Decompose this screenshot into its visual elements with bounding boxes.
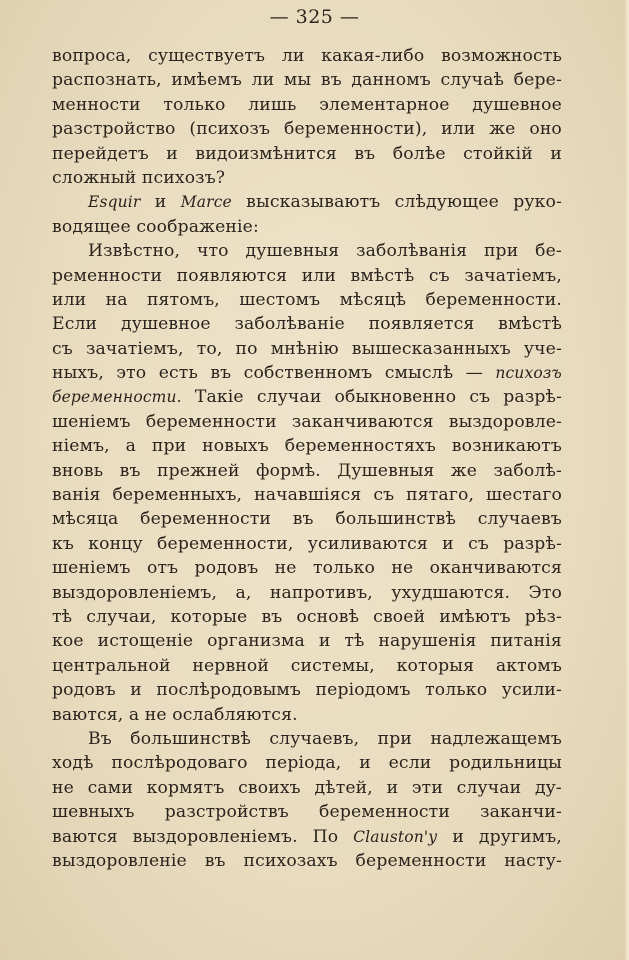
word: мнѣнію [270,338,339,359]
word: рѣз- [524,606,562,627]
word: тѣ [344,631,365,652]
word: выздоровленіемъ, [52,582,218,603]
word: съ [373,485,395,506]
word: перейдетъ [52,143,149,164]
word: не [391,558,414,579]
word: появляется [368,314,475,335]
word: ходѣ [52,753,94,774]
text-line [52,556,562,580]
word: не [144,704,167,725]
word: беременности [319,802,450,823]
word: пятаго, [406,485,475,506]
word: въ [354,143,376,164]
italic-word: Marce [180,193,232,212]
word: беременностяхъ [284,436,436,457]
word: лишь [248,94,297,115]
text-line [52,68,562,92]
word: вышесказанныхъ [351,338,511,359]
page-edge [625,0,629,960]
text-line [52,507,562,531]
word: нарушенія [378,631,477,652]
word: и [550,143,562,164]
word: ваются, [52,704,124,725]
word: (психозъ [189,119,271,140]
word: съ [428,265,450,286]
word: беременности [140,509,271,530]
word: питанія [490,631,562,652]
word: отъ [146,558,179,579]
text-line [52,849,562,873]
word: случаи, [86,606,157,627]
word: при [151,436,187,457]
word: слѣдующее [394,192,499,213]
word: которыя [396,655,475,676]
word: Извѣстно, [88,241,181,262]
word: распознать, [52,70,162,91]
word: возможность [441,46,562,66]
word: если [388,753,432,774]
word: по [235,338,258,359]
word: большинствѣ [335,509,457,530]
word: разстройство [52,119,176,140]
word: психозъ? [141,167,226,188]
word: какая-либо [321,46,425,66]
word: сложный [52,167,137,188]
word: на [105,289,128,310]
text-line [52,215,562,239]
word: усили- [501,680,562,701]
word: въ [210,363,232,384]
word: имѣютъ [439,606,511,627]
word: а [128,704,140,725]
text-line [52,166,562,190]
word: стойкій [463,143,533,164]
word: Это [528,582,562,603]
text-line [52,532,562,556]
text-line [52,44,562,68]
word: вновь [52,460,104,481]
word: есть [158,363,198,384]
word: съ [468,533,489,554]
word: формѣ. [255,460,321,481]
word: съ [469,387,491,408]
word: концу [88,533,143,554]
text-line [52,825,562,849]
word: вмѣстѣ [498,314,562,335]
text-line [52,800,562,824]
word: случаевъ, [269,728,360,749]
word: менности [52,94,141,115]
word: разрѣ- [503,533,562,554]
word: кое [52,631,84,652]
word: случаѣ [440,70,505,91]
word: Душевныя [337,460,435,481]
page-number: — 325 — [269,6,360,28]
word: ременности [52,265,163,286]
word: беременности. [425,289,562,310]
word: зачатіемъ, [464,265,562,286]
word: возникаютъ [451,436,562,457]
word: ду- [534,777,562,798]
word: только [425,680,488,701]
word: при [377,728,413,749]
text-line [52,142,562,166]
text-line [52,93,562,117]
word: мѣсяцѣ [339,289,407,310]
word: Въ [88,728,112,749]
word: болѣе [392,143,446,164]
word: послѣродоваго [111,753,248,774]
text-line [52,361,562,385]
word: при [483,241,519,262]
word: сами [87,777,133,798]
word: уче- [523,338,562,359]
word: что [197,241,229,262]
word: послѣродовымъ [156,680,302,701]
word: выздоровленіемъ. [132,826,298,847]
text-line [52,385,562,409]
word: шестаго [486,485,562,506]
word: имѣемъ [171,70,242,91]
word: и [359,753,371,774]
text-line [52,288,562,312]
word: организма [207,631,305,652]
word: кормятъ [146,777,225,798]
word: же [489,119,516,140]
word: оканчиваются [429,558,562,579]
word: своей [373,606,426,627]
word: беременности [145,411,277,432]
word: или [301,265,336,286]
word: начавшіяся [254,485,362,506]
text-line [52,459,562,483]
word: же [450,460,478,481]
word: заболѣванія [356,241,468,262]
word: душевное [472,94,562,115]
word: обыкновенно [334,387,457,408]
text-line [52,581,562,605]
word: смыслѣ [384,363,454,384]
text-line [52,312,562,336]
word: въ [204,850,226,871]
text-line [52,727,562,751]
word: психозахъ [243,850,338,871]
word: усиливаются [307,533,428,554]
word: и [452,826,464,847]
word: своихъ [238,777,301,798]
word: заканчи- [480,802,562,823]
word: ли [281,46,305,66]
word: родовъ [194,558,259,579]
word: эти [411,777,443,798]
word: это [116,363,147,384]
word: тѣ [52,606,73,627]
italic-word: Esquir [88,193,141,212]
word: періодомъ [315,680,411,701]
word: къ [52,533,74,554]
italic-word: Clauston'у [353,827,438,846]
text-line [52,776,562,800]
text-line [52,410,562,434]
word: которые [170,606,248,627]
word: надлежащемъ [430,728,562,749]
word: случаевъ [477,509,562,530]
word: насту- [504,850,562,871]
word: новыхъ [202,436,269,457]
word: водящее [52,216,131,237]
italic-word: беременности. [52,388,182,407]
text-line [52,434,562,458]
word: въ [292,509,314,530]
word: ныхъ, [52,363,104,384]
word: ухудшаются. [391,582,511,603]
text-line [52,190,562,214]
word: разстройствъ [164,802,289,823]
word: видоизмѣнится [195,143,337,164]
word: актомъ [495,655,562,676]
word: мѣсяца [52,509,119,530]
word: въ [261,606,283,627]
word: заканчиваются [291,411,434,432]
text-line [52,629,562,653]
word: въ [320,70,342,91]
word: центральной [52,655,171,676]
word: бе- [535,241,562,262]
word: ніемъ, [52,436,110,457]
word: напротивъ, [269,582,373,603]
italic-word: психозъ [495,364,562,383]
word: ванія [52,485,101,506]
word: заболѣ- [493,460,562,481]
word: ослабляются. [172,704,298,725]
word: существуетъ [148,46,266,66]
word: вопроса, [52,46,132,66]
word: собственномъ [243,363,373,384]
text-line [52,117,562,141]
word: По [312,826,339,847]
word: и [154,192,167,213]
word: разрѣ- [503,387,562,408]
word: появляются [176,265,288,286]
text-line [52,337,562,361]
word: — [465,363,483,384]
word: шевныхъ [52,802,135,823]
word: душевныя [245,241,340,262]
word: основѣ [296,606,360,627]
word: дѣтей, [314,777,373,798]
word: ваются [52,826,118,847]
word: вмѣстѣ [350,265,415,286]
word: выздоровленіе [52,850,187,871]
word: элементарное [319,94,450,115]
word: или [52,289,87,310]
word: Если [52,314,98,335]
body-text [52,44,562,873]
word: только [312,558,376,579]
word: а [125,436,137,457]
word: или [441,119,476,140]
word: беременныхъ, [112,485,243,506]
word: съ [52,338,73,359]
word: а, [235,582,252,603]
word: нервной [192,655,269,676]
word: періода, [265,753,342,774]
word: истощеніе [97,631,194,652]
word: въ [119,460,141,481]
word: оно [529,119,562,140]
word: руко- [513,192,562,213]
text-line [52,678,562,702]
word: не [52,777,74,798]
text-line [52,483,562,507]
word: не [274,558,297,579]
word: шестомъ [239,289,321,310]
text-line [52,605,562,629]
word: то, [196,338,223,359]
word: и [318,631,331,652]
word: ли [251,70,275,91]
word: только [163,94,226,115]
word: душевное [120,314,211,335]
word: беременности, [157,533,294,554]
word: родовъ [52,680,116,701]
word: и [442,533,454,554]
word: беременности [355,850,487,871]
word: выздоровле- [448,411,562,432]
word: шеніемъ [52,558,131,579]
word: мы [283,70,312,91]
word: соображеніе: [136,216,259,237]
word: беременности), [283,119,428,140]
word: родильницы [449,753,562,774]
text-line [52,264,562,288]
word: высказываютъ [246,192,381,213]
word: пятомъ, [146,289,220,310]
word: данномъ [351,70,431,91]
text-line [52,703,562,727]
word: другимъ, [478,826,562,847]
word: большинствѣ [130,728,251,749]
word: случаи [256,387,322,408]
word: случаи [456,777,522,798]
text-line [52,751,562,775]
word: зачатіемъ, [85,338,184,359]
word: и [130,680,142,701]
text-line [52,239,562,263]
word: и [386,777,399,798]
word: прежней [157,460,240,481]
word: бере- [513,70,562,91]
word: и [166,143,178,164]
word: заболѣваніе [234,314,345,335]
word: Такіе [194,387,244,408]
word: системы, [290,655,375,676]
text-line [52,654,562,678]
word: шеніемъ [52,411,131,432]
